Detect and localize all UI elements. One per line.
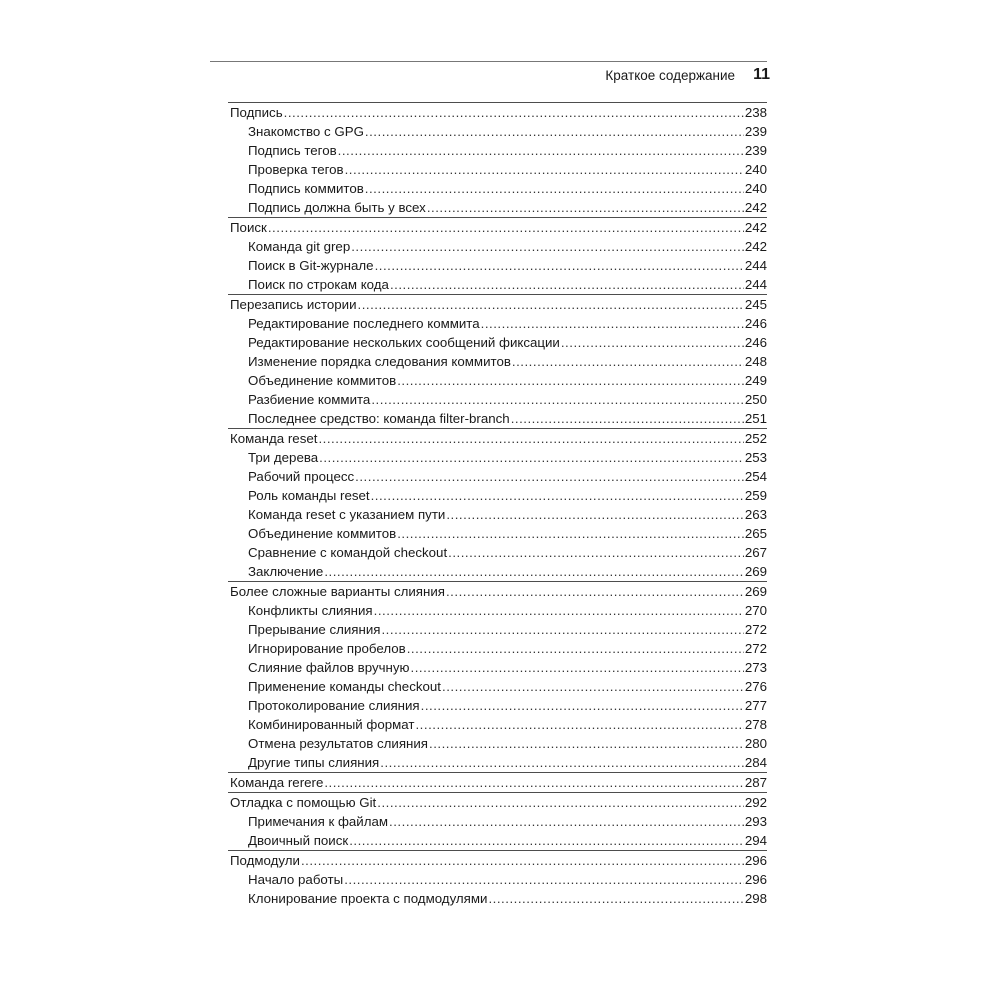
toc-subentry[interactable] [228, 601, 767, 620]
toc-chapter-entry[interactable] [228, 793, 767, 812]
dot-leader [318, 429, 743, 448]
toc-entry-page: 272 [744, 641, 767, 656]
toc-section [228, 428, 767, 581]
toc-entry-page: 248 [744, 354, 767, 369]
toc-entry-page: 298 [744, 891, 767, 906]
toc-entry-page: 296 [744, 872, 767, 887]
toc-entry-title: Игнорирование пробелов [248, 641, 406, 656]
toc-entry-title: Отмена результатов слияния [248, 736, 428, 751]
toc-subentry[interactable] [228, 831, 767, 850]
dot-leader [324, 773, 743, 792]
toc-entry-page: 251 [744, 411, 767, 426]
toc-entry-title: Сравнение с командой checkout [248, 545, 448, 560]
toc-entry-title: Редактирование нескольких сообщений фиксации [248, 335, 560, 350]
dot-leader [512, 352, 744, 371]
toc-entry-page: 246 [744, 316, 767, 331]
toc-chapter-entry[interactable] [228, 218, 767, 237]
dot-leader [375, 256, 744, 275]
toc-entry-title: Поиск [230, 220, 267, 235]
dot-leader [411, 658, 744, 677]
toc-entry-page: 292 [744, 795, 767, 810]
toc-subentry[interactable] [228, 524, 767, 543]
toc-entry-page: 273 [744, 660, 767, 675]
toc-subentry[interactable] [228, 658, 767, 677]
toc-entry-page: 242 [744, 200, 767, 215]
toc-subentry[interactable] [228, 371, 767, 390]
toc-subentry[interactable] [228, 256, 767, 275]
toc-entry-title: Рабочий процесс [248, 469, 355, 484]
toc-subentry[interactable] [228, 543, 767, 562]
toc-subentry[interactable] [228, 390, 767, 409]
toc-subentry[interactable] [228, 333, 767, 352]
toc-subentry[interactable] [228, 314, 767, 333]
dot-leader [338, 141, 744, 160]
toc-section [228, 772, 767, 792]
dot-leader [284, 103, 744, 122]
toc-entry-title: Слияние файлов вручную [248, 660, 410, 675]
dot-leader [442, 677, 744, 696]
dot-leader [429, 734, 744, 753]
dot-leader [481, 314, 744, 333]
toc-entry-title: Более сложные варианты слияния [230, 584, 445, 599]
dot-leader [448, 543, 744, 562]
toc-subentry[interactable] [228, 620, 767, 639]
dot-leader [268, 218, 744, 237]
toc-entry-page: 272 [744, 622, 767, 637]
toc-section [228, 850, 767, 908]
dot-leader [511, 409, 744, 428]
toc-entry-title: Заключение [248, 564, 324, 579]
toc-entry-title: Клонирование проекта с подмодулями [248, 891, 488, 906]
toc-subentry[interactable] [228, 198, 767, 217]
toc-subentry[interactable] [228, 467, 767, 486]
toc-entry-page: 277 [744, 698, 767, 713]
toc-entry-title: Подмодули [230, 853, 300, 868]
toc-chapter-entry[interactable] [228, 773, 767, 792]
toc-subentry[interactable] [228, 870, 767, 889]
toc-section [228, 581, 767, 772]
toc-subentry[interactable] [228, 448, 767, 467]
toc-subentry[interactable] [228, 141, 767, 160]
toc-entry-title: Прерывание слияния [248, 622, 381, 637]
toc-entry-title: Команда reset [230, 431, 318, 446]
dot-leader [446, 505, 743, 524]
toc-entry-page: 240 [744, 181, 767, 196]
toc-entry-title: Объединение коммитов [248, 373, 397, 388]
toc-entry-title: Проверка тегов [248, 162, 344, 177]
toc-entry-page: 259 [744, 488, 767, 503]
dot-leader [365, 122, 744, 141]
toc-entry-page: 254 [744, 469, 767, 484]
dot-leader [301, 851, 744, 870]
toc-entry-page: 244 [744, 277, 767, 292]
dot-leader [561, 333, 744, 352]
toc-entry-page: 242 [744, 239, 767, 254]
toc-entry-title: Знакомство с GPG [248, 124, 364, 139]
dot-leader [355, 467, 744, 486]
dot-leader [380, 753, 744, 772]
dot-leader [319, 448, 744, 467]
toc-entry-page: 265 [744, 526, 767, 541]
dot-leader [371, 390, 743, 409]
dot-leader [349, 831, 744, 850]
toc-entry-page: 270 [744, 603, 767, 618]
toc-entry-page: 269 [744, 564, 767, 579]
toc-subentry[interactable] [228, 352, 767, 371]
dot-leader [390, 275, 744, 294]
toc-subentry[interactable] [228, 275, 767, 294]
toc-subentry[interactable] [228, 734, 767, 753]
toc-entry-page: 294 [744, 833, 767, 848]
toc-entry-page: 239 [744, 124, 767, 139]
toc-entry-title: Примечания к файлам [248, 814, 389, 829]
toc-entry-title: Поиск по строкам кода [248, 277, 389, 292]
toc-subentry[interactable] [228, 486, 767, 505]
toc-entry-page: 240 [744, 162, 767, 177]
toc-subentry[interactable] [228, 696, 767, 715]
toc-entry-title: Разбиение коммита [248, 392, 371, 407]
toc-entry-title: Команда reset с указанием пути [248, 507, 446, 522]
toc-entry-page: 269 [744, 584, 767, 599]
dot-leader [381, 620, 743, 639]
toc-subentry[interactable] [228, 409, 767, 428]
toc-section [228, 102, 767, 217]
toc-chapter-entry[interactable] [228, 103, 767, 122]
header-title: Краткое содержание [605, 67, 736, 83]
toc-entry-page: 280 [744, 736, 767, 751]
toc-entry-page: 250 [744, 392, 767, 407]
toc-entry-page: 252 [744, 431, 767, 446]
dot-leader [371, 486, 744, 505]
dot-leader [427, 198, 744, 217]
dot-leader [358, 295, 744, 314]
toc-subentry[interactable] [228, 677, 767, 696]
toc-chapter-entry[interactable] [228, 582, 767, 601]
toc-entry-page: 239 [744, 143, 767, 158]
toc-entry-title: Подпись коммитов [248, 181, 364, 196]
toc-subentry[interactable] [228, 237, 767, 256]
toc-subentry[interactable] [228, 122, 767, 141]
dot-leader [345, 160, 744, 179]
page-number: 11 [753, 66, 770, 83]
toc-entry-title: Поиск в Git-журнале [248, 258, 374, 273]
toc-entry-title: Изменение порядка следования коммитов [248, 354, 511, 369]
toc-entry-title: Подпись [230, 105, 283, 120]
table-of-contents [228, 102, 767, 908]
dot-leader [488, 889, 743, 908]
toc-entry-title: Редактирование последнего коммита [248, 316, 480, 331]
dot-leader [415, 715, 743, 734]
toc-chapter-entry[interactable] [228, 429, 767, 448]
toc-entry-title: Команда git grep [248, 239, 351, 254]
toc-entry-title: Начало работы [248, 872, 344, 887]
toc-entry-title: Перезапись истории [230, 297, 357, 312]
toc-subentry[interactable] [228, 889, 767, 908]
running-header [560, 62, 770, 88]
toc-chapter-entry[interactable] [228, 851, 767, 870]
toc-entry-title: Двоичный поиск [248, 833, 349, 848]
dot-leader [377, 793, 744, 812]
dot-leader [389, 812, 744, 831]
toc-entry-page: 276 [744, 679, 767, 694]
toc-entry-title: Отладка с помощью Git [230, 795, 377, 810]
toc-entry-page: 253 [744, 450, 767, 465]
toc-entry-page: 296 [744, 853, 767, 868]
toc-entry-title: Конфликты слияния [248, 603, 373, 618]
toc-entry-page: 263 [744, 507, 767, 522]
dot-leader [365, 179, 744, 198]
toc-entry-title: Применение команды checkout [248, 679, 441, 694]
toc-entry-title: Комбинированный формат [248, 717, 415, 732]
toc-entry-title: Три дерева [248, 450, 319, 465]
toc-subentry[interactable] [228, 160, 767, 179]
toc-section [228, 792, 767, 850]
toc-entry-title: Протоколирование слияния [248, 698, 420, 713]
toc-entry-page: 246 [744, 335, 767, 350]
toc-entry-page: 278 [744, 717, 767, 732]
dot-leader [374, 601, 744, 620]
toc-subentry[interactable] [228, 505, 767, 524]
toc-entry-page: 244 [744, 258, 767, 273]
toc-entry-title: Команда rerere [230, 775, 324, 790]
dot-leader [446, 582, 744, 601]
toc-subentry[interactable] [228, 715, 767, 734]
toc-entry-page: 293 [744, 814, 767, 829]
toc-entry-page: 238 [744, 105, 767, 120]
dot-leader [397, 371, 744, 390]
toc-entry-title: Последнее средство: команда filter-branch [248, 411, 510, 426]
toc-subentry[interactable] [228, 753, 767, 772]
toc-entry-title: Другие типы слияния [248, 755, 380, 770]
toc-section [228, 217, 767, 294]
toc-entry-page: 245 [744, 297, 767, 312]
dot-leader [344, 870, 744, 889]
dot-leader [351, 237, 744, 256]
toc-subentry[interactable] [228, 812, 767, 831]
toc-entry-page: 249 [744, 373, 767, 388]
toc-entry-title: Объединение коммитов [248, 526, 397, 541]
toc-entry-title: Подпись должна быть у всех [248, 200, 426, 215]
toc-entry-title: Подпись тегов [248, 143, 337, 158]
dot-leader [421, 696, 744, 715]
toc-entry-page: 267 [744, 545, 767, 560]
toc-entry-title: Роль команды reset [248, 488, 370, 503]
toc-chapter-entry[interactable] [228, 295, 767, 314]
toc-subentry[interactable] [228, 639, 767, 658]
dot-leader [397, 524, 744, 543]
dot-leader [407, 639, 744, 658]
dot-leader [324, 562, 743, 581]
toc-entry-page: 242 [744, 220, 767, 235]
toc-section [228, 294, 767, 428]
toc-entry-page: 284 [744, 755, 767, 770]
toc-entry-page: 287 [744, 775, 767, 790]
toc-subentry[interactable] [228, 179, 767, 198]
toc-subentry[interactable] [228, 562, 767, 581]
